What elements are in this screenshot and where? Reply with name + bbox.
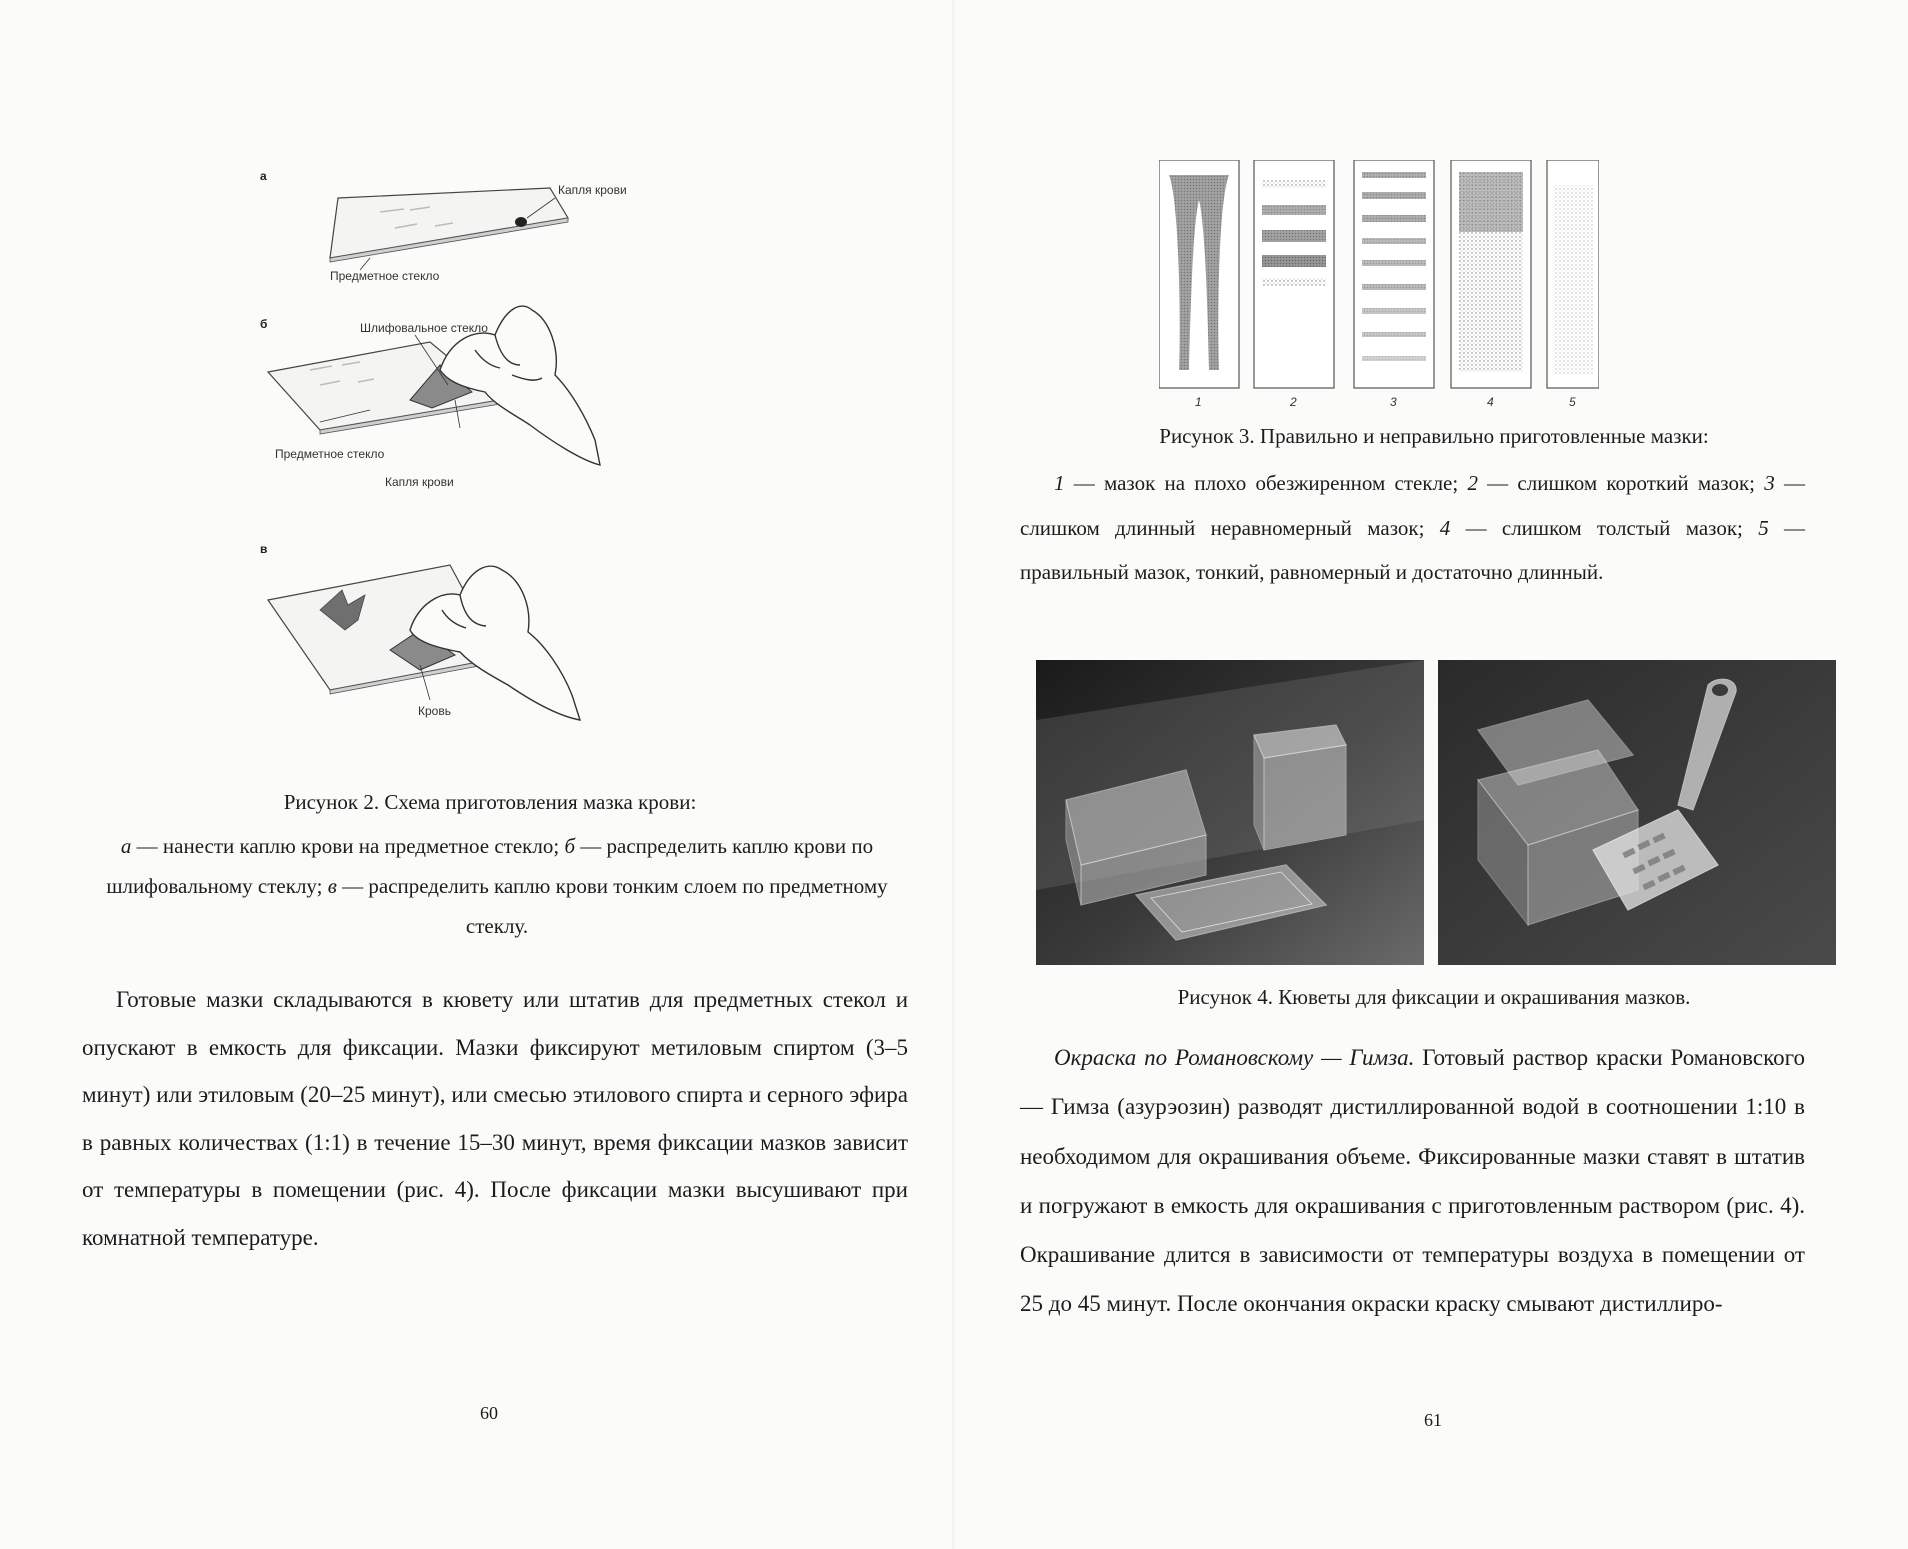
item-2-num: 2 <box>1467 471 1478 495</box>
figure-4-caption: Рисунок 4. Кюветы для фиксации и окрашивания мазков. <box>1177 985 1691 1009</box>
slide-number-2: 2 <box>1290 395 1297 409</box>
slide-number-5: 5 <box>1569 395 1576 409</box>
panel-a-letter: а <box>260 169 267 183</box>
caption-c-mark: в <box>327 874 337 898</box>
item-1-text: — мазок на плохо обезжиренном стекле; <box>1064 471 1468 495</box>
figure-3-caption-title: Рисунок 3. Правильно и неправильно приготовленные мазки: <box>1159 424 1709 448</box>
item-1-num: 1 <box>1054 471 1065 495</box>
caption-a-mark: а <box>120 834 132 858</box>
caption-c-text: — распределить каплю крови тонким слоем по предметному стеклу. <box>336 874 888 938</box>
label-spreader-b: Шлифовальное стекло <box>360 321 488 335</box>
panel-c-letter: в <box>260 542 268 556</box>
item-3-text: — слишком длинный неравномерный мазок; <box>1020 471 1805 540</box>
figure-4-photo-right <box>1438 660 1836 965</box>
left-paragraph-text: Готовые мазки складываются в кювету или штатив для предметных стекол и опускают в емкость для фиксации. Мазки фиксируют метиловым спиртом (3–5 минут) или этиловым (20–25 минут), или смесью этилового спирта и серного эфира в равных количествах (1:1) в течение 15–30 минут, время фиксации мазков зависит от температуры в помещении (рис. 4). После фиксации мазки высушивают при комнатной температуре. <box>82 987 908 1250</box>
slide-3 <box>1354 160 1434 388</box>
figure-3 <box>1159 160 1599 410</box>
slide-number-3: 3 <box>1390 395 1397 409</box>
figure-2-drawing <box>250 160 720 760</box>
slide-number-1: 1 <box>1195 395 1202 409</box>
label-slide-a: Предметное стекло <box>330 269 440 283</box>
slide-1 <box>1159 160 1239 388</box>
figure-2-caption-body <box>92 826 902 946</box>
caption-b-mark: б <box>564 834 575 858</box>
right-paragraph-lead: Окраска по Романовскому — Гимза. <box>1054 1045 1415 1070</box>
label-drop-a: Капля крови <box>558 183 627 197</box>
label-blood-c: Кровь <box>418 704 451 718</box>
blood-drop <box>515 217 527 227</box>
page-right <box>954 0 1908 1549</box>
right-paragraph-text <box>1020 1033 1805 1329</box>
page-number-left: 60 <box>480 1403 498 1423</box>
right-paragraph-rest: Готовый раствор краски Романовского — Гимза (азурэозин) разводят дистиллированной водой в соотношении 1:10 в необходимом для окрашивания объеме. Фиксированные мазки ставят в штатив и погружают в емкость для окрашивания с приготовленным раствором (рис. 4). Окрашивание длится в зависимости от температуры воздуха в помещении от 25 до 45 минут. После окончания окраски краску смывают дистиллиро- <box>1020 1045 1805 1317</box>
item-5-num: 5 <box>1758 515 1769 540</box>
item-5-text: — правильный мазок, тонкий, равномерный и достаточно длинный. <box>1020 515 1806 584</box>
item-2-text: — слишком короткий мазок; <box>1477 471 1765 495</box>
page-number-right: 61 <box>1424 1410 1442 1430</box>
item-3-num: 3 <box>1764 471 1775 495</box>
left-paragraph <box>82 976 908 1261</box>
figure-3-drawing <box>1159 160 1599 410</box>
slide-number-4: 4 <box>1487 395 1494 409</box>
caption-b-text: — распределить каплю крови по шлифовальному стеклу; <box>106 834 874 898</box>
item-4-text: — слишком толстый мазок; <box>1450 515 1759 540</box>
label-drop-b: Капля крови <box>385 475 454 489</box>
figure-2 <box>250 160 720 760</box>
item-4-num: 4 <box>1439 515 1451 540</box>
slide-4 <box>1451 160 1531 388</box>
figure-4 <box>1036 660 1836 965</box>
panel-b-letter: б <box>260 317 268 331</box>
panel-a-slide <box>330 188 568 270</box>
figure-2-caption-title: Рисунок 2. Схема приготовления мазка крови: <box>283 790 697 814</box>
slide-2 <box>1254 160 1334 388</box>
figure-4-photo-left <box>1036 660 1424 965</box>
figure-3-caption-body <box>1020 461 1805 595</box>
right-paragraph <box>1020 1033 1805 1329</box>
slide-5 <box>1547 160 1599 388</box>
caption-a-text: — нанести каплю крови на предметное стекло; <box>131 834 565 858</box>
label-slide-b: Предметное стекло <box>275 447 385 461</box>
